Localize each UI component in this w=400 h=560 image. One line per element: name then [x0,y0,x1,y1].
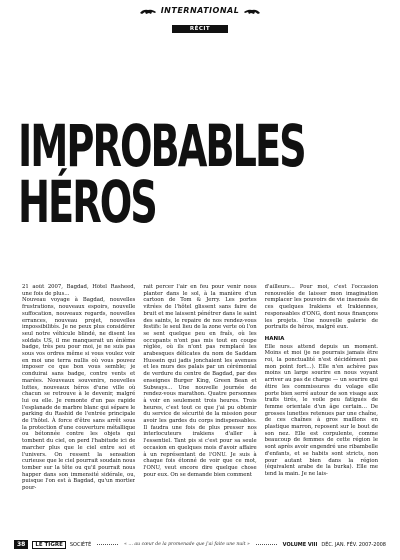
right-animal-ornament-icon [243,7,261,15]
column-2 [143,284,256,532]
footer-quote: « … au cœur de la promenade que j'ai faite une nuit » [124,542,250,547]
column-2-text: rait percer l'air en feu pour venir nous planter dans le sol, à la manière d'un cartoon de Tom & Jerry. Les portes vitrées de l'hôtel glissent sans faire de bruit et me laissent pénétrer dans le saint des saints, le repaire de nos rendez-vous festifs: le seul lieu de la zone verte où l'on se sent quelque peu en fraîs, où les occupants n'ont pas mis tout en coupe réglée, où ils n'ont pas remplacé les arabesques délicates du nom de Saddam Hussein qui jadis jonchaient les avenues et les murs des palais par un cérémonial de verdure du centre de Bagdad, par des enseignes Burger King, Green Bean et Subways… Une nouvelle journée de rendez-vous marathon. Quatre personnes à voir en seulement trois heures. Trois heures, c'est tout ce que j'ai pu obtenir du service de sécurité de la mission pour avoir les gardes du corps indispensables. Il faudra une fois de plus presser nos interlocuteurs irakiens d'aller à l'essentiel. Tant pis si c'est pour sa seule occasion en quelques mois d'avoir affaire à un représentant de l'ONU. Je suis à chaque fois étonné de voir que ce mot, l'ONU, veut encore dire quelque chose pour eux. On se demande bien comment [143,284,257,478]
page-number: 38 [14,540,28,549]
column-1-text: Nouveau voyage à Bagdad, nouvelles frustrations, nouveaux espoirs, nouvelle suffocation, nouveaux regards, nouvelles errances, nouveau projet, nouvelles impossibilités. Je ne peux plus considérer seul notre véhicule blindé, ne disent les soldats US, il me manquerait un énième badge, très peu pour moi, je ne suis pas sous vos ordres même si vous voulez voir en moi une terra nullis où vous pouvez imposer ce que bon vous semble; je conduirai sans badge, contre vents et marées. Nouveaux souvenirs, nouvelles luttes, nouveaux héros d'une ville où chacun se retrouve à le devenir, malgré lui ou elle. Je remonte d'un pas rapide l'esplanade de marbre blanc qui sépare le parking du Rashid de l'entrée principale de l'hôtel. À force d'être sans arrêt sous la protection d'une couverture métallique ou bétonnée contre les objets qui tombent du ciel, on perd l'habitude ici de marcher plus que le ciel entre soi et l'univers. On ressent la sensation curieuse que le ciel pourrait soudain nous tomber sur la tête ou qu'il pourrait nous happer dans son immensité sidérale, ou, puisque l'on est à Bagdad, qu'un mortier pour- [22,297,136,492]
article-title [18,112,305,236]
section-tag: RÉCIT [172,25,228,33]
footer-section: SOCIÉTÉ [69,541,92,548]
column-3 [265,284,378,532]
column-1 [22,284,135,532]
dateline: 21 août 2007, Bagdad, Hôtel Rasheed, une fois de plus… [22,284,136,297]
issue-date: DÉC. JAN. FÉV. 2007-2008 [321,541,386,548]
title-line-1: IMPROBABLES [18,112,305,180]
title-line-2: HÉROS [18,168,156,236]
page-header [0,6,400,34]
footer-rule [97,544,118,545]
left-animal-ornament-icon [139,7,157,15]
article-body [22,284,378,532]
subheading: HANIA [264,335,285,342]
page-footer [14,540,386,549]
volume-label: VOLUME VIII [282,541,318,548]
section-brand: INTERNATIONAL [160,6,240,15]
column-3-intro: d'ailleurs… Pour moi, c'est l'occasion renouvelée de laisser mon imagination remplacer les pouvoirs de vie insensés de ces quelques Irakiens et Irakiennes, responsables d'ONG, dont nous finançons les projets. Une nouvelle galerie de portraits de héros, malgré eux. [264,284,378,331]
footer-rule-2 [256,544,277,545]
column-3-text: Elle nous attend depuis un moment. Moins et moi (je ne pourrais jamais être roi, la ponctualité n'est décidément pas mon point fort…). Elle n'en achève pas moins un large sourire en nous voyant arriver au pas de charge — un sourire qui étire les commissures du volage elle porte bien serré autour de son visage aux traits tirés, le voile peu fatigués de femme orientale d'un âge certain… De grosses lunettes retenues par une chaîne, de ces chaînes à gros maillons en plastique marron, reposent sur le bout de son nez. Elle est corpulente, comme beaucoup de femmes de cette région le sont après avoir engendré une ribambelle d'enfants, et se habits sont stricts, non pour autant bien dans la région (équivalent arabe de la burka). Elle me tend la main. Je ne lais- [264,343,378,477]
magazine-logo: LE TIGRE [32,541,65,549]
